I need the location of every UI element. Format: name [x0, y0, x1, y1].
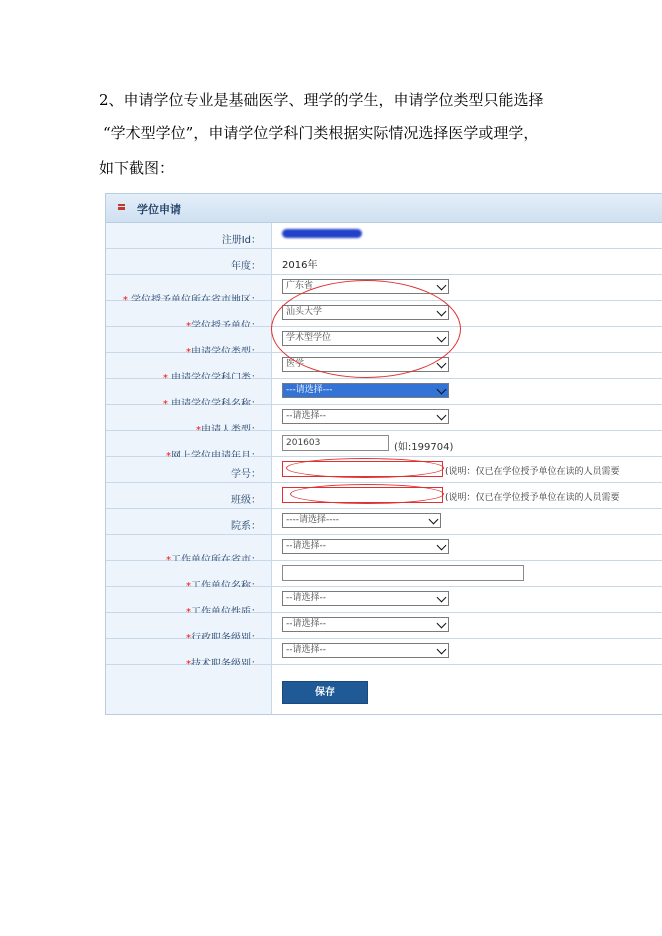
chevron-down-icon	[437, 593, 447, 603]
row-faculty	[106, 509, 662, 535]
redacted-user-id	[282, 229, 362, 238]
chevron-down-icon	[437, 541, 447, 551]
panel-title: 学位申请	[137, 203, 181, 216]
student-no-note: (说明：仅已在学位授予单位在读的人员需要	[445, 467, 620, 477]
instruction-line-3: 如下截图：	[99, 159, 175, 177]
panel-header	[106, 194, 662, 223]
faculty-select[interactable]: ----请选择----	[282, 513, 441, 528]
row-user-id	[106, 223, 662, 249]
applicant-type-select[interactable]: --请选择--	[282, 409, 449, 424]
row-apply-month	[106, 431, 662, 457]
actions-label-cell	[106, 665, 272, 714]
annotation-ellipse-student-no	[286, 458, 444, 478]
row-admin-level	[106, 613, 662, 639]
instruction-line-2: “学术型学位”，申请学位学科门类根据实际情况选择医学或理学，	[103, 124, 539, 142]
chevron-down-icon	[437, 385, 447, 395]
year-label: 年度：	[231, 261, 261, 272]
user-id-label: 注册Id：	[221, 235, 261, 246]
row-subject	[106, 379, 662, 405]
region-select[interactable]: 广东省	[282, 279, 449, 294]
grant-unit-select[interactable]: 汕头大学	[282, 305, 449, 320]
work-nature-select[interactable]: --请选择--	[282, 591, 449, 606]
chevron-down-icon	[437, 281, 447, 291]
row-year	[106, 249, 662, 275]
degree-application-panel	[105, 193, 662, 715]
tech-level-select[interactable]: --请选择--	[282, 643, 449, 658]
row-applicant-type	[106, 405, 662, 431]
class-note: (说明：仅已在学位授予单位在读的人员需要	[445, 493, 620, 503]
instruction-line-1: 2、申请学位专业是基础医学、理学的学生，申请学位类型只能选择	[99, 91, 544, 109]
save-button[interactable]: 保存	[282, 681, 368, 704]
faculty-label: 院系：	[231, 521, 261, 532]
work-unit-input[interactable]	[282, 565, 524, 581]
chevron-down-icon	[437, 645, 447, 655]
row-actions	[106, 665, 662, 714]
apply-month-hint: (如:199704)	[394, 442, 454, 453]
row-work-nature	[106, 587, 662, 613]
admin-level-select[interactable]: --请选择--	[282, 617, 449, 632]
chevron-down-icon	[437, 411, 447, 421]
row-work-city	[106, 535, 662, 561]
row-work-unit	[106, 561, 662, 587]
chevron-down-icon	[429, 515, 439, 525]
degree-type-select[interactable]: 学术型学位	[282, 331, 449, 346]
discipline-select[interactable]: 医学	[282, 357, 449, 372]
apply-month-input[interactable]: 201603	[282, 435, 389, 451]
grid-icon	[118, 204, 125, 210]
work-city-select[interactable]: --请选择--	[282, 539, 449, 554]
class-label: 班级：	[231, 495, 261, 506]
chevron-down-icon	[437, 619, 447, 629]
annotation-ellipse-class	[290, 484, 444, 504]
row-tech-level	[106, 639, 662, 665]
student-no-label: 学号：	[231, 469, 261, 480]
year-value: 2016年	[282, 260, 318, 271]
subject-select[interactable]: ---请选择---	[282, 383, 449, 398]
annotation-ellipse-degree	[271, 280, 461, 378]
